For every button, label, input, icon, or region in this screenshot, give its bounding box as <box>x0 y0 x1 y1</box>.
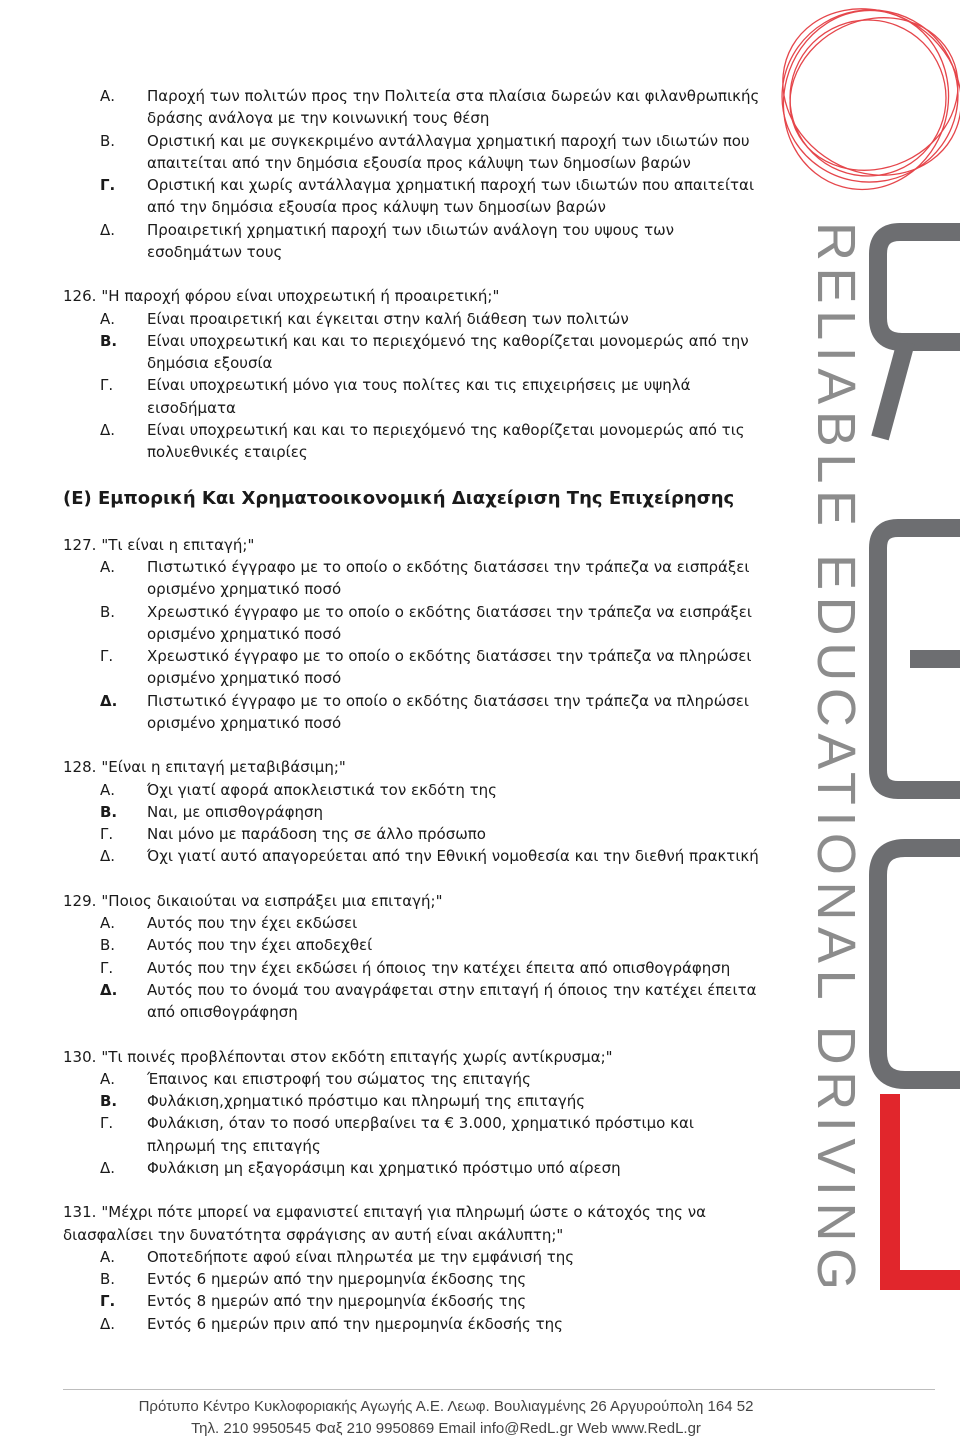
option-text: Οριστική και με συγκεκριμένο αντάλλαγμα χρηματική παροχή των ιδιωτών που <box>147 131 750 150</box>
option-label: Β. <box>100 802 118 821</box>
option-a <box>0 912 960 934</box>
question-number: 128. <box>63 758 97 777</box>
question-number: 126. <box>63 287 97 306</box>
option-label: Γ. <box>100 825 114 843</box>
option-label: Α. <box>100 558 116 576</box>
option-label: Α. <box>100 1247 116 1266</box>
option-text: Αυτός που το όνομά του αναγράφεται στην επιταγή ή όποιος την κατέχει έπειτα <box>147 980 757 999</box>
option-d <box>0 845 960 867</box>
spacer <box>0 734 960 756</box>
option-text: Αυτός που την έχει εκδώσει ή όποιος την κατέχει έπειτα από οπισθογράφηση <box>147 958 731 977</box>
option-text: Είναι υποχρεωτική και και το περιεχόμενό της καθορίζεται μονομερώς από την <box>147 331 749 350</box>
option-text-continued: εσοδημάτων τους <box>147 242 283 261</box>
option-label: Α. <box>100 1069 116 1088</box>
option-text: Παροχή των πολιτών προς την Πολιτεία στα πλαίσια δωρεών και φιλανθρωπικής <box>147 87 760 105</box>
option-d <box>0 419 960 441</box>
option-text-continued: πληρωμή της επιταγής <box>147 1136 321 1155</box>
option-label: Γ. <box>100 647 114 665</box>
option-b <box>0 1268 960 1290</box>
option-label: Β. <box>100 1270 116 1288</box>
option-label: Γ. <box>100 958 114 977</box>
option-text-continued: δράσης ανάλογα με την κοινωνική τους θέση <box>147 109 490 128</box>
option-text: Φυλάκιση,χρηματικό πρόστιμο και πληρωμή της επιταγής <box>147 1092 586 1110</box>
option-text-continued: εισοδήματα <box>147 398 236 417</box>
option-text: Πιστωτικό έγγραφο με το οποίο ο εκδότης διατάσσει την τράπεζα να πληρώσει <box>147 691 749 710</box>
option-label: Β. <box>100 131 116 150</box>
option-label: Δ. <box>100 1158 116 1177</box>
option-b <box>0 1090 960 1112</box>
option-d <box>0 1157 960 1179</box>
option-text: Χρεωστικό έγγραφο με το οποίο ο εκδότης διατάσσει την τράπεζα να εισπράξει <box>147 602 752 621</box>
spacer <box>0 1179 960 1201</box>
question-text: "Τι ποινές προβλέπονται στον εκδότη επιταγής χωρίς αντίκρυσμα;" <box>101 1047 613 1066</box>
footer-contact: Τηλ. 210 9950545 Φαξ 210 9950869 Email info@RedL.gr Web www.RedL.gr <box>191 1420 701 1437</box>
option-text: Έπαινος και επιστροφή του σώματος της επιταγής <box>147 1069 531 1088</box>
option-a <box>0 556 960 578</box>
option-label: Δ. <box>100 980 118 999</box>
question-text-continued: διασφαλίσει την δυνατότητα σφράγισης αν αυτή είναι ακάλυπτη;" <box>63 1225 564 1244</box>
option-a <box>0 308 960 330</box>
option-label: Β. <box>100 602 116 621</box>
option-text: Εντός 8 ημερών από την ημερομηνία έκδοσής της <box>147 1292 527 1311</box>
option-a <box>0 1068 960 1090</box>
option-text-continued: από οπισθογράφηση <box>147 1003 298 1021</box>
option-label: Δ. <box>100 220 116 239</box>
section-heading: (Ε) Εμπορική Και Χρηματοοικονομική Διαχείριση Της Επιχείρησης <box>63 487 735 509</box>
document-body <box>0 85 960 1335</box>
question-text: "Μέχρι πότε μπορεί να εμφανιστεί επιταγή για πληρωμή ώστε ο κάτοχός της να <box>101 1203 706 1222</box>
spacer <box>0 1023 960 1045</box>
option-label: Α. <box>100 780 116 799</box>
option-text-continued: απαιτείται από την δημόσια εξουσία προς κάλυψη των δημοσίων βαρών <box>147 153 691 172</box>
option-b <box>0 934 960 956</box>
question-number: 129. <box>63 891 97 910</box>
spacer <box>0 512 960 534</box>
watermark-tagline: RELIABLE EDUCATIONAL DRIVING <box>806 222 866 1290</box>
option-label: Δ. <box>100 1314 116 1333</box>
option-text: Είναι υποχρεωτική μόνο για τους πολίτες και τις επιχειρήσεις με υψηλά <box>147 376 691 395</box>
question-126 <box>0 285 960 307</box>
option-label: Α. <box>100 87 116 105</box>
option-text: Αυτός που την έχει εκδώσει <box>147 914 358 932</box>
option-text-continued: ορισμένο χρηματικό ποσό <box>147 580 342 599</box>
option-text: Φυλάκιση μη εξαγοράσιμη και χρηματικό πρόστιμο υπό αίρεση <box>147 1158 621 1177</box>
option-text-continued: ορισμένο χρηματικό ποσό <box>147 669 342 688</box>
option-text-continued: πολυεθνικές εταιρίες <box>147 443 308 461</box>
footer-address: Πρότυπο Κέντρο Κυκλοφοριακής Αγωγής Α.Ε. Λεωφ. Βουλιαγμένης 26 Αργυρούπολη 164 52 <box>138 1398 754 1415</box>
question-number: 131. <box>63 1203 97 1222</box>
option-label: Α. <box>100 309 116 328</box>
footer-divider <box>63 1389 935 1390</box>
option-b <box>0 130 960 152</box>
question-130 <box>0 1046 960 1068</box>
option-b <box>0 801 960 823</box>
option-text: Οριστική και χωρίς αντάλλαγμα χρηματική παροχή των ιδιωτών που απαιτείται <box>147 176 755 194</box>
option-text: Όχι γιατί αφορά αποκλειστικά τον εκδότη της <box>147 780 497 799</box>
option-label: Δ. <box>100 420 116 439</box>
option-label: Β. <box>100 331 118 350</box>
option-c <box>0 645 960 667</box>
option-d <box>0 690 960 712</box>
option-text: Προαιρετική χρηματική παροχή των ιδιωτών ανάλογη του υψους των <box>147 220 675 239</box>
option-text: Ναι μόνο με παράδοση της σε άλλο πρόσωπο <box>147 825 486 843</box>
option-b <box>0 330 960 352</box>
option-label: Γ. <box>100 1114 114 1133</box>
option-label: Α. <box>100 914 116 932</box>
question-number: 130. <box>63 1047 97 1066</box>
option-label: Δ. <box>100 691 118 710</box>
option-label: Γ. <box>100 1292 116 1311</box>
option-c <box>0 823 960 845</box>
option-b <box>0 601 960 623</box>
option-a <box>0 85 960 107</box>
option-text: Είναι υποχρεωτική και και το περιεχόμενό της καθορίζεται μονομερώς από τις <box>147 420 745 439</box>
question-127 <box>0 534 960 556</box>
option-d <box>0 219 960 241</box>
option-label: Γ. <box>100 176 116 194</box>
question-text: "Τι είναι η επιταγή;" <box>101 535 255 554</box>
option-text: Είναι προαιρετική και έγκειται στην καλή διάθεση των πολιτών <box>147 309 629 328</box>
spacer <box>0 463 960 485</box>
option-text-continued: ορισμένο χρηματικό ποσό <box>147 713 342 732</box>
question-number: 127. <box>63 535 97 554</box>
question-131 <box>0 1201 960 1223</box>
option-text-continued: δημόσια εξουσία <box>147 354 273 372</box>
option-text: Οποτεδήποτε αφού είναι πληρωτέα με την εμφάνισή της <box>147 1247 575 1266</box>
option-a <box>0 1246 960 1268</box>
option-text: Όχι γιατί αυτό απαγορεύεται από την Εθνική νομοθεσία και την διεθνή πρακτική <box>147 847 759 866</box>
option-a <box>0 779 960 801</box>
page-footer <box>46 1396 846 1438</box>
option-label: Β. <box>100 1092 118 1110</box>
option-text: Χρεωστικό έγγραφο με το οποίο ο εκδότης διατάσσει την τράπεζα να πληρώσει <box>147 647 752 665</box>
option-c <box>0 1112 960 1134</box>
option-text: Εντός 6 ημερών πριν από την ημερομηνία έκδοσής της <box>147 1314 563 1333</box>
question-128 <box>0 756 960 778</box>
option-text-continued: ορισμένο χρηματικό ποσό <box>147 624 342 643</box>
option-text: Ναι, με οπισθογράφηση <box>147 802 323 821</box>
option-text: Αυτός που την έχει αποδεχθεί <box>147 936 373 955</box>
option-text: Φυλάκιση, όταν το ποσό υπερβαίνει τα € 3.000, χρηματικό πρόστιμο και <box>147 1114 694 1133</box>
spacer <box>0 263 960 285</box>
option-text: Εντός 6 ημερών από την ημερομηνία έκδοσης της <box>147 1270 527 1288</box>
option-text: Πιστωτικό έγγραφο με το οποίο ο εκδότης διατάσσει την τράπεζα να εισπράξει <box>147 558 750 576</box>
spacer <box>0 868 960 890</box>
option-d <box>0 979 960 1001</box>
option-label: Γ. <box>100 376 114 395</box>
question-129 <box>0 890 960 912</box>
option-c <box>0 174 960 196</box>
question-text: "Είναι η επιταγή μεταβιβάσιμη;" <box>101 758 346 777</box>
question-text: "Η παροχή φόρου είναι υποχρεωτική ή προαιρετική;" <box>101 287 500 306</box>
option-c <box>0 1290 960 1312</box>
option-label: Δ. <box>100 847 116 866</box>
option-label: Β. <box>100 936 116 955</box>
option-c <box>0 957 960 979</box>
option-text-continued: από την δημόσια εξουσία προς κάλυψη των δημοσίων βαρών <box>147 198 606 217</box>
question-text: "Ποιος δικαιούται να εισπράξει μια επιταγή;" <box>101 891 443 910</box>
option-d <box>0 1313 960 1335</box>
option-c <box>0 374 960 396</box>
